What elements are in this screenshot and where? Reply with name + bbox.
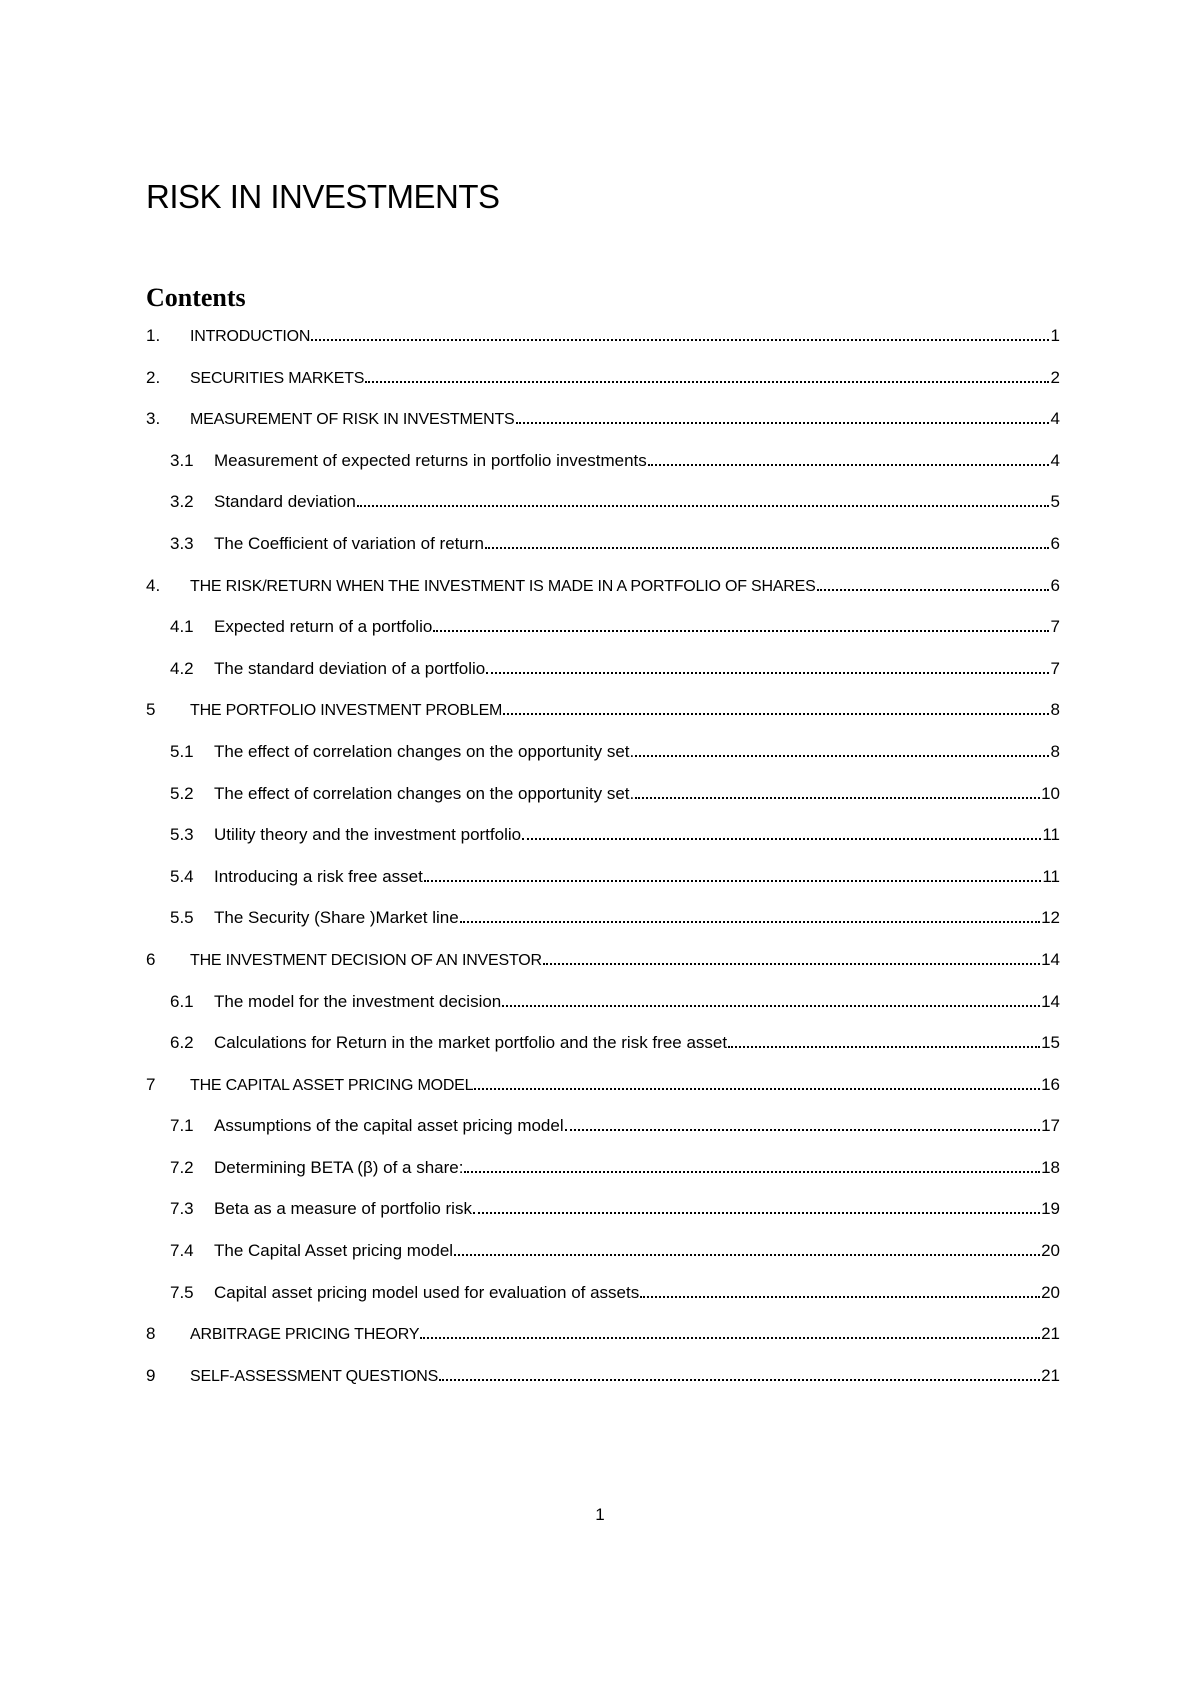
- toc-entry-page: 17: [1041, 1116, 1060, 1136]
- toc-dot-leader: [516, 410, 1050, 424]
- toc-entry-label: Introducing a risk free asset: [214, 866, 423, 886]
- page-number: 1: [595, 1505, 605, 1524]
- toc-dot-leader: [728, 1034, 1040, 1048]
- toc-dot-leader: [420, 1325, 1040, 1339]
- toc-dot-leader: [486, 660, 1049, 674]
- toc-entry-page: 4: [1050, 450, 1060, 470]
- toc-entry-page: 20: [1041, 1282, 1060, 1302]
- toc-entry-number: 3.2: [170, 492, 194, 512]
- toc-entry-label: THE PORTFOLIO INVESTMENT PROBLEM: [190, 702, 503, 720]
- toc-entry[interactable]: [146, 1070, 1060, 1112]
- toc-entry-page: 6: [1050, 575, 1060, 595]
- toc-entry[interactable]: [146, 820, 1060, 862]
- toc-entry-number: 5.1: [170, 741, 194, 761]
- toc-dot-leader: [543, 951, 1040, 965]
- toc-entry-page: 16: [1041, 1074, 1060, 1094]
- toc-entry-label: THE INVESTMENT DECISION OF AN INVESTOR: [190, 951, 542, 969]
- toc-entry-number: 5.4: [170, 866, 194, 886]
- toc-entry-number: 6: [146, 949, 156, 969]
- document-title: RISK IN INVESTMENTS: [146, 178, 500, 215]
- toc-entry-label: The standard deviation of a portfolio: [214, 658, 486, 678]
- toc-entry-number: 7: [146, 1074, 156, 1094]
- toc-entry-number: 3.: [146, 409, 161, 429]
- toc-entry-number: 7.4: [170, 1241, 194, 1261]
- toc-entry-page: 4: [1050, 409, 1060, 429]
- toc-entry-page: 8: [1050, 741, 1060, 761]
- toc-entry-label: The Security (Share )Market line: [214, 908, 459, 928]
- toc-entry-label: Utility theory and the investment portfolio: [214, 825, 522, 845]
- toc-dot-leader: [817, 577, 1049, 591]
- toc-entry[interactable]: [146, 1194, 1060, 1236]
- toc-dot-leader: [503, 701, 1049, 715]
- toc-entry-number: 5.3: [170, 825, 194, 845]
- toc-entry-number: 4.: [146, 575, 161, 595]
- toc-entry-page: 14: [1041, 949, 1060, 969]
- toc-entry[interactable]: [146, 1153, 1060, 1195]
- toc-entry-number: 7.1: [170, 1116, 194, 1136]
- toc-entry[interactable]: [146, 571, 1060, 613]
- toc-entry-page: 7: [1050, 658, 1060, 678]
- toc-entry[interactable]: [146, 321, 1060, 363]
- toc-entry-page: 19: [1041, 1199, 1060, 1219]
- toc-heading: Contents: [146, 283, 246, 312]
- toc-entry[interactable]: [146, 404, 1060, 446]
- toc-entry[interactable]: [146, 529, 1060, 571]
- toc-entry-label: The effect of correlation changes on the opportunity set.: [214, 783, 635, 803]
- toc-dot-leader: [464, 1159, 1040, 1173]
- toc-entry-number: 5.2: [170, 783, 194, 803]
- table-of-contents: [146, 321, 1060, 1402]
- toc-entry[interactable]: [146, 1361, 1060, 1403]
- toc-entry-label: MEASUREMENT OF RISK IN INVESTMENTS: [190, 411, 515, 429]
- toc-entry-page: 7: [1050, 617, 1060, 637]
- toc-entry-number: 7.3: [170, 1199, 194, 1219]
- toc-entry-number: 7.2: [170, 1157, 194, 1177]
- toc-entry-page: 14: [1041, 991, 1060, 1011]
- toc-dot-leader: [635, 785, 1040, 799]
- toc-entry-label: Calculations for Return in the market portfolio and the risk free asset: [214, 1033, 728, 1053]
- toc-entry-label: The model for the investment decision: [214, 991, 502, 1011]
- toc-entry-page: 15: [1041, 1033, 1060, 1053]
- toc-entry-page: 12: [1041, 908, 1060, 928]
- toc-dot-leader: [454, 1242, 1040, 1256]
- toc-entry-page: 5: [1050, 492, 1060, 512]
- toc-dot-leader: [635, 743, 1049, 757]
- toc-entry-label: SECURITIES MARKETS: [190, 369, 365, 387]
- toc-entry[interactable]: [146, 654, 1060, 696]
- toc-dot-leader: [424, 868, 1042, 882]
- toc-entry-label: THE RISK/RETURN WHEN THE INVESTMENT IS MADE IN A PORTFOLIO OF SHARES: [190, 577, 816, 595]
- toc-entry[interactable]: [146, 363, 1060, 405]
- toc-dot-leader: [485, 535, 1049, 549]
- toc-entry[interactable]: [146, 695, 1060, 737]
- toc-entry-number: 8: [146, 1324, 156, 1344]
- toc-entry-page: 2: [1050, 367, 1060, 387]
- toc-entry[interactable]: [146, 1236, 1060, 1278]
- toc-entry-number: 7.5: [170, 1282, 194, 1302]
- toc-entry-label: INTRODUCTION: [190, 328, 311, 345]
- toc-entry-page: 8: [1050, 700, 1060, 720]
- toc-entry-page: 6: [1050, 533, 1060, 553]
- toc-entry-page: 20: [1041, 1241, 1060, 1261]
- toc-dot-leader: [648, 452, 1049, 466]
- toc-entry-label: Assumptions of the capital asset pricing model: [214, 1116, 564, 1136]
- toc-entry-page: 18: [1041, 1157, 1060, 1177]
- toc-entry[interactable]: [146, 737, 1060, 779]
- toc-entry-number: 3.1: [170, 450, 194, 470]
- toc-dot-leader: [522, 826, 1041, 840]
- toc-entry-page: 11: [1042, 866, 1060, 886]
- toc-entry-number: 5.5: [170, 908, 194, 928]
- toc-entry[interactable]: [146, 1319, 1060, 1361]
- toc-entry-label: ARBITRAGE PRICING THEORY: [190, 1326, 420, 1344]
- toc-dot-leader: [439, 1367, 1040, 1381]
- toc-entry[interactable]: [146, 945, 1060, 987]
- toc-dot-leader: [365, 369, 1049, 383]
- toc-entry-number: 4.1: [170, 617, 194, 637]
- toc-dot-leader: [640, 1284, 1040, 1298]
- toc-dot-leader: [502, 993, 1040, 1007]
- toc-entry-page: 11: [1042, 825, 1060, 845]
- toc-entry[interactable]: [146, 903, 1060, 945]
- toc-dot-leader: [357, 493, 1049, 507]
- toc-entry-label: Determining BETA (β) of a share:: [214, 1157, 464, 1177]
- toc-dot-leader: [565, 1117, 1040, 1131]
- toc-entry-number: 9: [146, 1365, 156, 1385]
- toc-entry[interactable]: [146, 1278, 1060, 1320]
- toc-entry-label: THE CAPITAL ASSET PRICING MODEL: [190, 1076, 474, 1094]
- toc-entry[interactable]: [146, 862, 1060, 904]
- toc-entry-page: 21: [1041, 1324, 1060, 1344]
- toc-entry-number: 3.3: [170, 533, 194, 553]
- toc-entry[interactable]: [146, 487, 1060, 529]
- toc-dot-leader: [474, 1076, 1040, 1090]
- toc-entry[interactable]: [146, 612, 1060, 654]
- toc-dot-leader: [311, 327, 1049, 341]
- toc-entry-page: 1: [1050, 326, 1060, 345]
- toc-entry[interactable]: [146, 446, 1060, 488]
- toc-entry[interactable]: [146, 1028, 1060, 1070]
- toc-entry-page: 10: [1041, 783, 1060, 803]
- toc-entry-label: Standard deviation: [214, 492, 356, 512]
- toc-entry-number: 5: [146, 700, 156, 720]
- toc-entry-number: 6.1: [170, 991, 194, 1011]
- toc-entry-label: Capital asset pricing model used for evaluation of assets: [214, 1282, 640, 1302]
- toc-entry-label: The Coefficient of variation of return: [214, 533, 484, 553]
- toc-entry-number: 1.: [146, 326, 161, 345]
- toc-entry-label: Beta as a measure of portfolio risk: [214, 1199, 472, 1219]
- toc-entry-number: 6.2: [170, 1033, 194, 1053]
- toc-entry-number: 4.2: [170, 658, 194, 678]
- toc-entry[interactable]: [146, 987, 1060, 1029]
- toc-entry-label: SELF-ASSESSMENT QUESTIONS: [190, 1367, 439, 1385]
- toc-dot-leader: [433, 618, 1049, 632]
- toc-entry[interactable]: [146, 1111, 1060, 1153]
- toc-entry[interactable]: [146, 779, 1060, 821]
- toc-dot-leader: [460, 909, 1040, 923]
- toc-entry-number: 2.: [146, 367, 161, 387]
- toc-entry-label: Measurement of expected returns in portfolio investments: [214, 450, 647, 470]
- toc-entry-label: Expected return of a portfolio: [214, 617, 433, 637]
- toc-entry-label: The Capital Asset pricing model: [214, 1241, 454, 1261]
- toc-entry-page: 21: [1041, 1365, 1060, 1385]
- toc-entry-label: The effect of correlation changes on the opportunity set.: [214, 741, 635, 761]
- toc-dot-leader: [473, 1200, 1040, 1214]
